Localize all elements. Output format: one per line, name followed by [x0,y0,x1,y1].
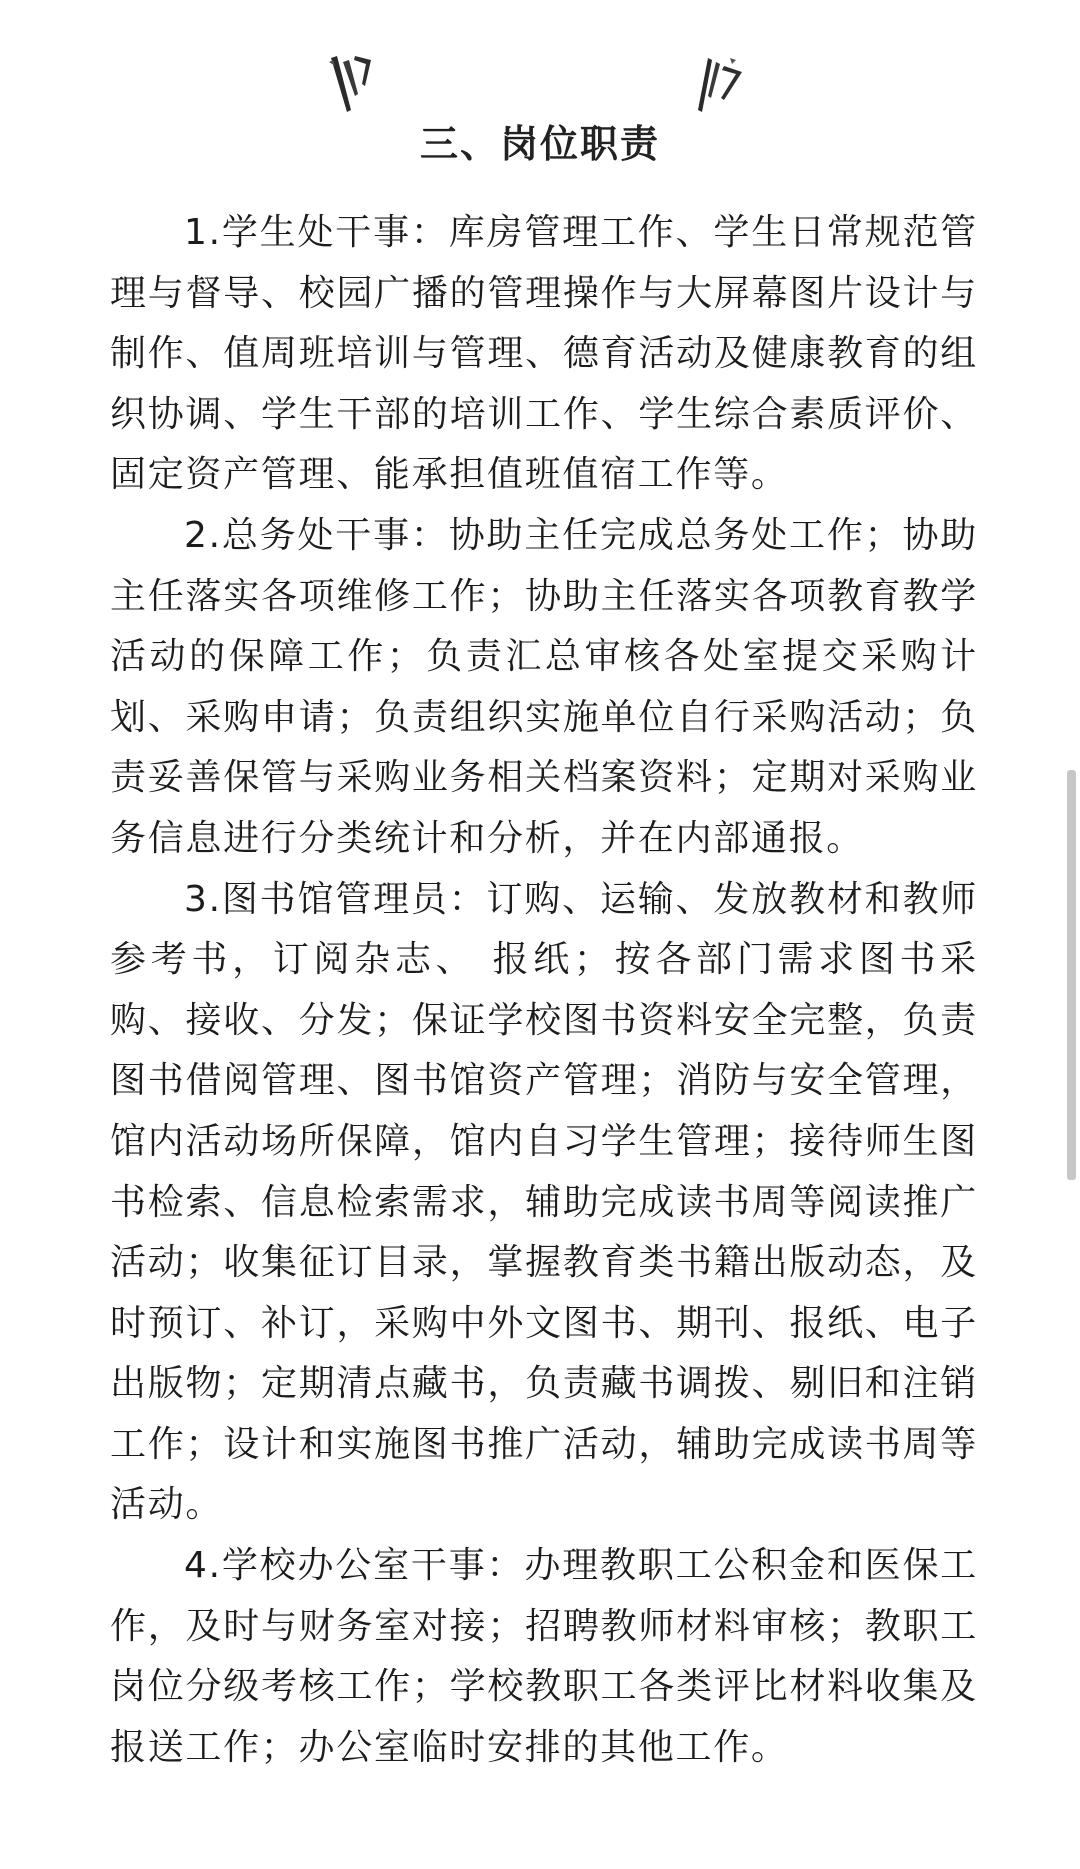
content-body [110,203,978,1778]
brush-stroke-icon [325,52,377,118]
paragraph-office-clerk: 4.学校办公室干事：办理教职工公积金和医保工作，及时与财务室对接；招聘教师材料审核；教职工岗位分级考核工作；学校教职工各类评比材料收集及报送工作；办公室临时安排的其他工作。 [110,1545,978,1768]
paragraph-general-affairs-clerk: 2.总务处干事：协助主任完成总务处工作；协助主任落实各项维修工作；协助主任落实各项教育教学活动的保障工作；负责汇总审核各处室提交采购计划、采购申请；负责组织实施单位自行采购活动；负责妥善保管与采购业务相关档案资料；定期对采购业务信息进行分类统计和分析，并在内部通报。 [110,514,978,859]
paragraph-student-affairs-clerk: 1.学生处干事：库房管理工作、学生日常规范管理与督导、校园广播的管理操作与大屏幕图片设计与制作、值周班培训与管理、德育活动及健康教育的组织协调、学生干部的培训工作、学生综合素质评价、固定资产管理、能承担值班值宿工作等。 [110,212,978,496]
section-title: 三、岗位职责 [419,122,660,166]
brush-stroke-icon [694,52,746,118]
paragraph-librarian: 3.图书馆管理员：订购、运输、发放教材和教师参考书，订阅杂志、 报纸；按各部门需求图书采购、接收、分发；保证学校图书资料安全完整，负责图书借阅管理、图书馆资产管理；消防与安全管理，馆内活动场所保障，馆内自习学生管理；接待师生图书检索、信息检索需求，辅助完成读书周等阅读推广活动；收集征订目录，掌握教育类书籍出版动态，及时预订、补订，采购中外文图书、期刊、报纸、电子出版物；定期清点藏书，负责藏书调拨、剔旧和注销工作；设计和实施图书推广活动，辅助完成读书周等活动。 [110,878,978,1526]
scrollbar[interactable] [1067,770,1076,1180]
